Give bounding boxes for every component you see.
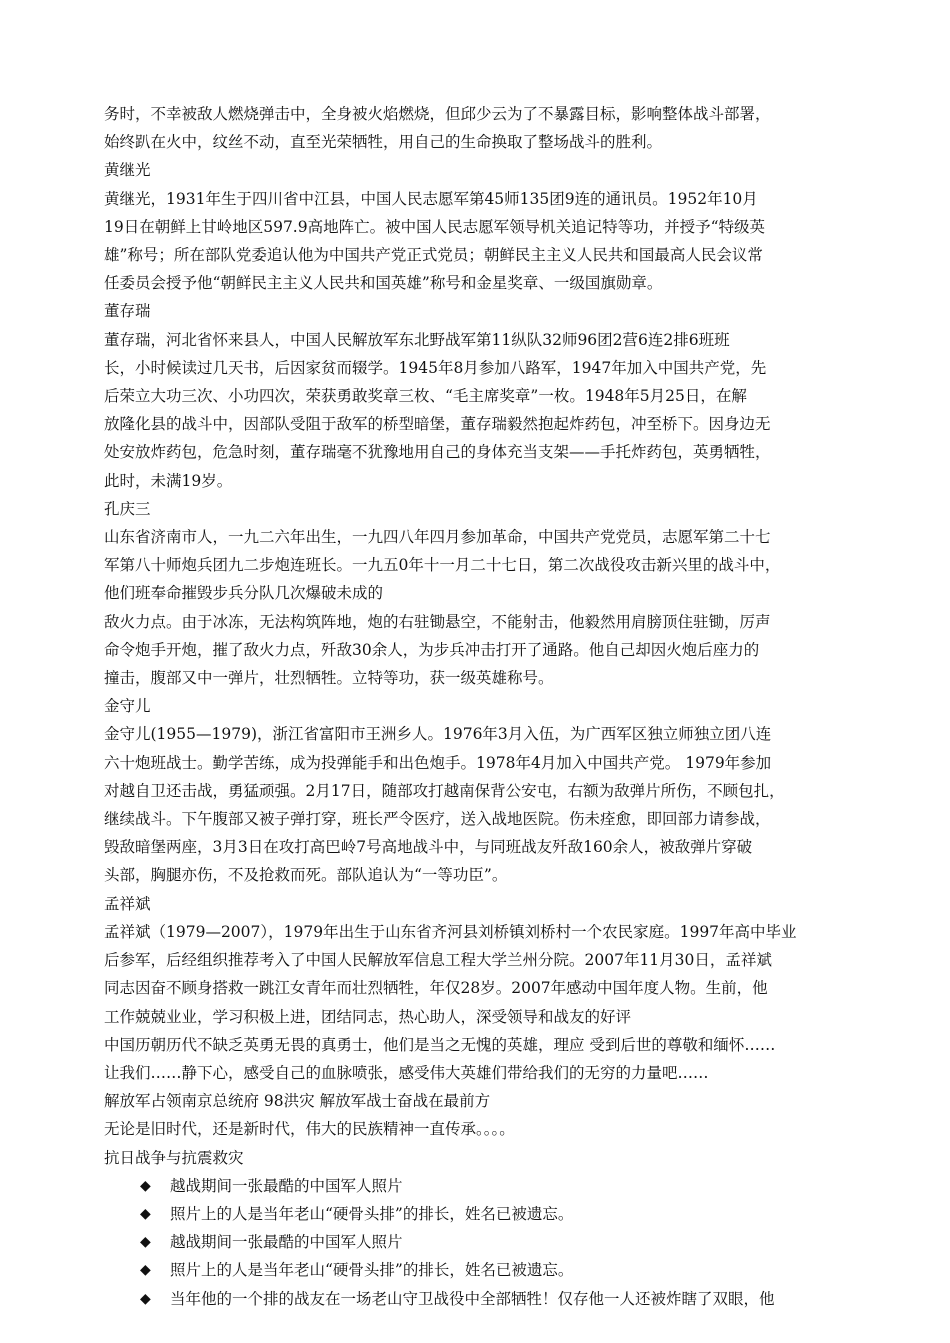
paragraph-line: 毁敌暗堡两座，3月3日在攻打高巴岭7号高地战斗中，与同班战友歼敌160余人，被敌弹片穿破: [104, 838, 753, 857]
document-page: [104, 100, 852, 1313]
paragraph-line: 六十炮班战士。勤学苦练，成为投弹能手和出色炮手。1978年4月加入中国共产党。 1979年参加: [104, 753, 772, 772]
paragraph-line: 务时，不幸被敌人燃烧弹击中，全身被火焰燃烧，但邱少云为了不暴露目标，影响整体战斗部署，: [104, 105, 771, 123]
hero-name-heading: 董存瑞: [104, 302, 151, 321]
list-item-text: 照片上的人是当年老山“硬骨头排”的排长，姓名已被遗忘。: [170, 1204, 574, 1223]
list-item: [140, 1256, 852, 1284]
paragraph-line: 孟祥斌（1979—2007），1979年出生于山东省齐河县刘桥镇刘桥村一个农民家庭。1997年高中毕业: [104, 922, 797, 941]
hero-name-heading: 黄继光: [104, 161, 151, 180]
hero-bio-paragraph: [104, 918, 852, 1031]
hero-bio-paragraph: [104, 523, 852, 692]
paragraph-line: 头部，胸腿亦伤，不及抢救而死。部队追认为“一等功臣”。: [104, 866, 508, 885]
paragraph-line: 撞击，腹部又中一弹片，壮烈牺牲。立特等功，获一级英雄称号。: [104, 669, 554, 688]
paragraph-line: 山东省济南市人，一九二六年出生，一九四八年四月参加革命，中国共产党党员，志愿军第二十七: [104, 528, 771, 547]
paragraph-line: 始终趴在火中，纹丝不动，直至光荣牺牲，用自己的生命换取了整场战斗的胜利。: [104, 133, 663, 152]
hero-bio-paragraph: [104, 185, 852, 298]
paragraph-line: 后荣立大功三次、小功四次，荣获勇敢奖章三枚、“毛主席奖章”一枚。1948年5月25日，在解: [104, 387, 747, 406]
paragraph-line: 他们班奉命摧毁步兵分队几次爆破未成的: [104, 584, 384, 603]
paragraph-line: 同志因奋不顾身搭救一跳江女青年而壮烈牺牲，年仅28岁。2007年感动中国年度人物。生前，他: [104, 979, 768, 998]
image-caption-line: 解放军占领南京总统府 98洪灾 解放军战士奋战在最前方: [104, 1092, 491, 1111]
diamond-bullet-icon: ◆: [140, 1205, 151, 1222]
paragraph-line: 19日在朝鲜上甘岭地区597.9高地阵亡。被中国人民志愿军领导机关追记特等功，并授予“特级英: [104, 217, 766, 236]
section-heading: 抗日战争与抗震救灾: [104, 1148, 244, 1167]
paragraph-line: 让我们……静下心，感受自己的血脉喷张，感受伟大英雄们带给我们的无穷的力量吧……: [104, 1063, 709, 1082]
paragraph-line: 此时，未满19岁。: [104, 471, 233, 490]
paragraph-line: 金守儿(1955—1979)，浙江省富阳市王洲乡人。1976年3月入伍，为广西军区独立师独立团八连: [104, 725, 772, 744]
list-item-text: 越战期间一张最酷的中国军人照片: [170, 1176, 403, 1195]
paragraph-line: 长，小时候读过几天书，后因家贫而辍学。1945年8月参加八路军，1947年加入中国共产党，先: [104, 358, 767, 377]
diamond-bullet-icon: ◆: [140, 1290, 151, 1307]
hero-name-heading: 孔庆三: [104, 499, 151, 518]
hero-bio-paragraph: [104, 326, 852, 495]
bullet-list: [104, 1172, 852, 1313]
paragraph-line: 敌火力点。由于冰冻，无法构筑阵地，炮的右驻锄悬空，不能射击，他毅然用肩膀顶住驻锄，厉声: [104, 612, 771, 631]
paragraph-line: 对越自卫还击战，勇猛顽强。2月17日，随部攻打越南保背公安屯，右额为敌弹片所伤，不顾包扎，: [104, 781, 785, 800]
paragraph-line: 黄继光，1931年生于四川省中江县，中国人民志愿军第45师135团9连的通讯员。1952年10月: [104, 189, 758, 208]
paragraph-line: 后参军，后经组织推荐考入了中国人民解放军信息工程大学兰州分院。2007年11月30日，孟祥斌: [104, 951, 772, 970]
diamond-bullet-icon: ◆: [140, 1177, 151, 1194]
paragraph-line: 雄”称号；所在部队党委追认他为中国共产党正式党员；朝鲜民主主义人民共和国最高人民会议常: [104, 246, 763, 265]
list-item: [140, 1285, 852, 1313]
paragraph-line: 任委员会授予他“朝鲜民主主义人民共和国英雄”称号和金星奖章、一级国旗勋章。: [104, 274, 663, 293]
closing-paragraph: [104, 1031, 852, 1172]
list-item: [140, 1172, 852, 1200]
paragraph-line: 中国历朝历代不缺乏英勇无畏的真勇士，他们是当之无愧的英雄，理应 受到后世的尊敬和缅怀……: [104, 1035, 776, 1054]
diamond-bullet-icon: ◆: [140, 1234, 151, 1251]
paragraph-line: 无论是旧时代，还是新时代，伟大的民族精神一直传承。。。。: [104, 1120, 515, 1139]
paragraph-line: 工作兢兢业业，学习积极上进，团结同志，热心助人，深受领导和战友的好评: [104, 1007, 632, 1026]
paragraph-line: 继续战斗。下午腹部又被子弹打穿，班长严令医疗，送入战地医院。伤未痊愈，即回部力请参战，: [104, 810, 771, 829]
diamond-bullet-icon: ◆: [140, 1262, 151, 1279]
list-item-text: 照片上的人是当年老山“硬骨头排”的排长，姓名已被遗忘。: [170, 1261, 574, 1280]
paragraph-line: 董存瑞，河北省怀来县人，中国人民解放军东北野战军第11纵队32师96团2营6连2排6班班: [104, 330, 730, 349]
hero-name-heading: 金守儿: [104, 697, 151, 716]
list-item: [140, 1228, 852, 1256]
paragraph-line: 处安放炸药包，危急时刻，董存瑞毫不犹豫地用自己的身体充当支架——手托炸药包，英勇牺牲，: [104, 443, 771, 462]
list-item: [140, 1200, 852, 1228]
paragraph-line: 命令炮手开炮，摧了敌火力点，歼敌30余人，为步兵冲击打开了通路。他自己却因火炮后座力的: [104, 640, 760, 659]
list-item-text: 当年他的一个排的战友在一场老山守卫战役中全部牺牲！仅存他一人还被炸瞎了双眼，他: [170, 1289, 775, 1308]
paragraph-line: 军第八十师炮兵团九二步炮连班长。一九五0年十一月二十七日，第二次战役攻击新兴里的战斗中，: [104, 556, 781, 575]
hero-bio-paragraph: [104, 720, 852, 889]
paragraph-line: 放隆化县的战斗中，因部队受阻于敌军的桥型暗堡，董存瑞毅然抱起炸药包，冲至桥下。因身边无: [104, 415, 771, 434]
hero-name-heading: 孟祥斌: [104, 894, 151, 913]
list-item-text: 越战期间一张最酷的中国军人照片: [170, 1233, 403, 1252]
intro-paragraph: [104, 100, 852, 156]
